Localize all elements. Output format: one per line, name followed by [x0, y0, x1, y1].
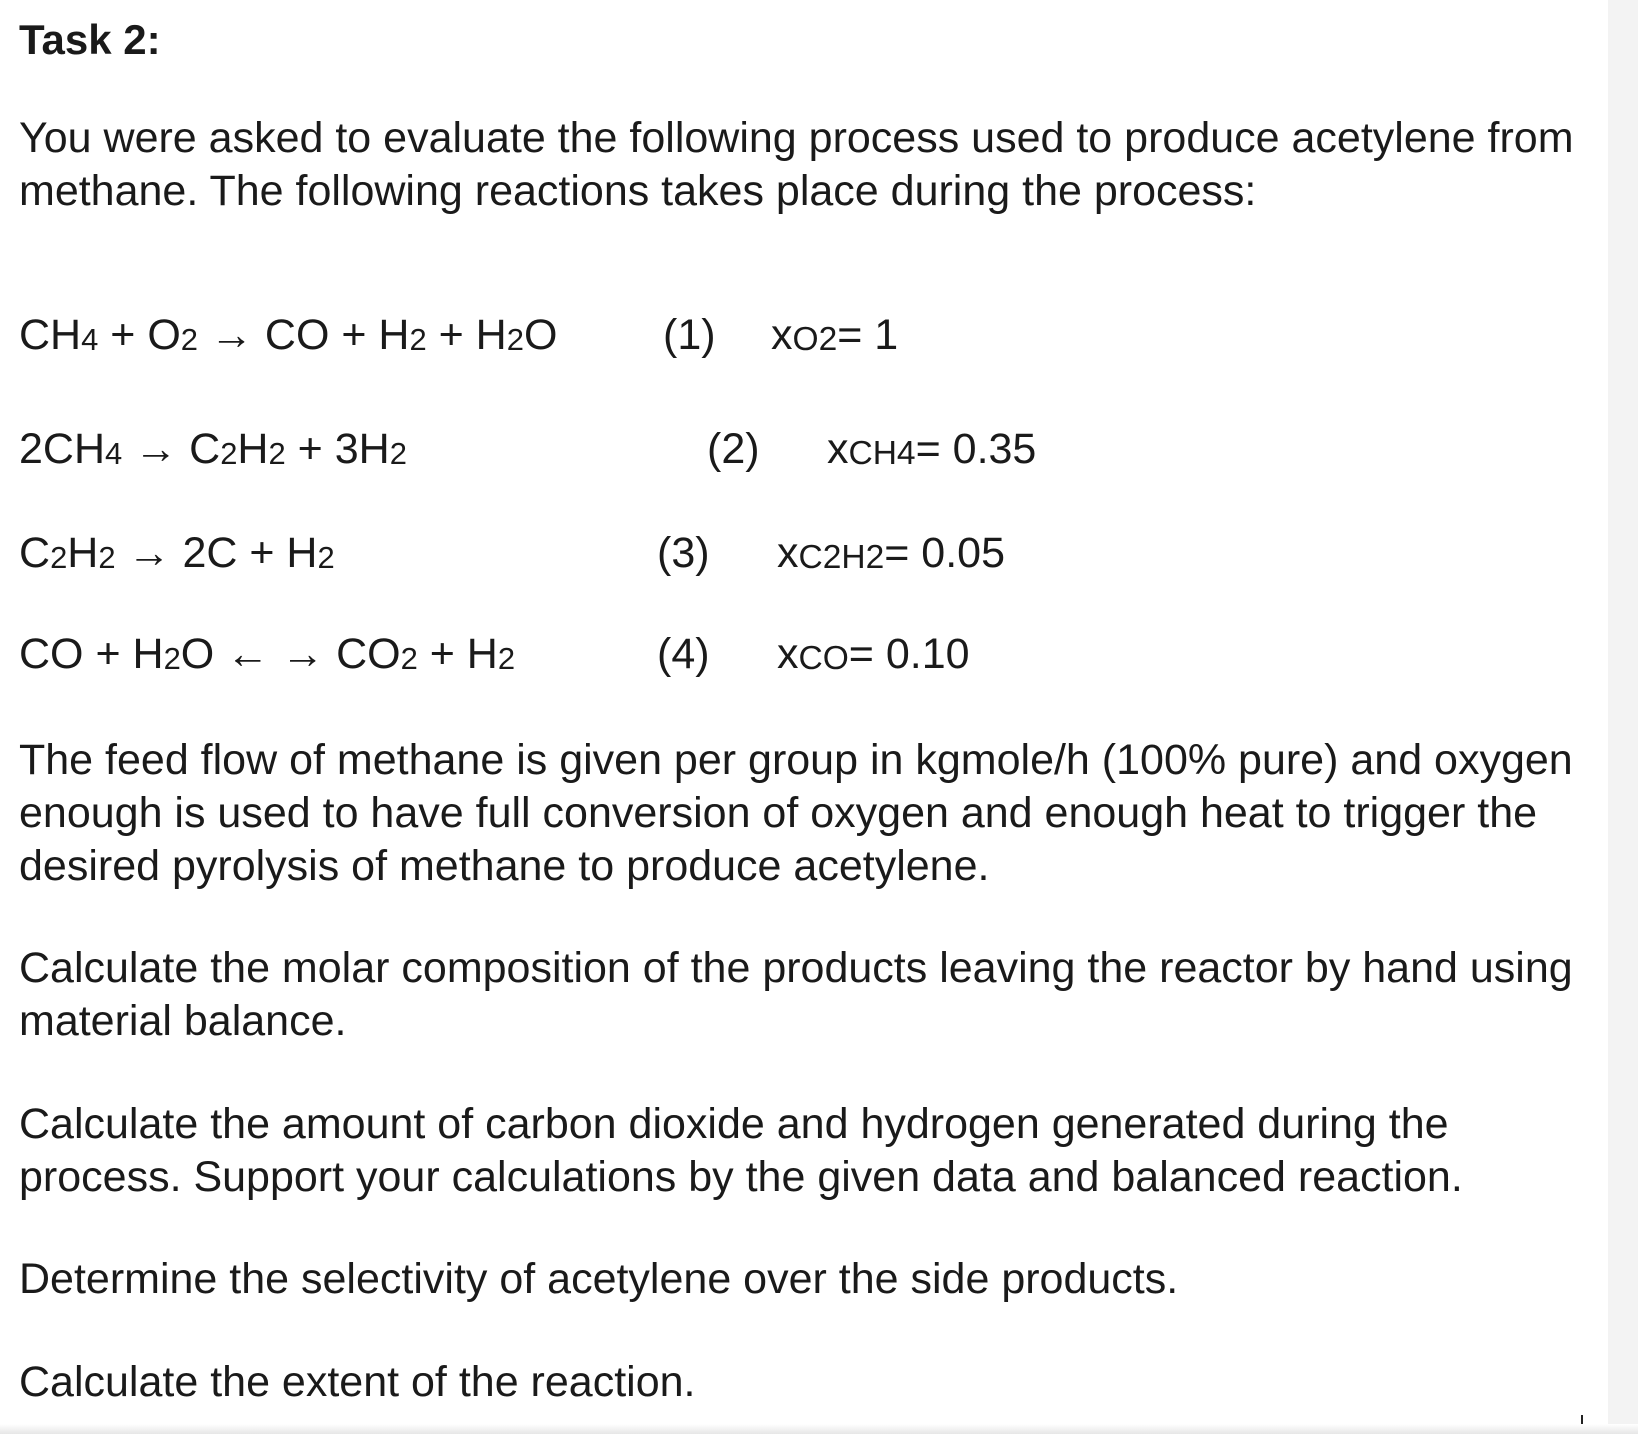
- question-4: Calculate the extent of the reaction.: [19, 1358, 696, 1406]
- reaction-3-number: (3): [657, 529, 710, 577]
- reaction-1-conversion: xO2= 1: [771, 311, 899, 359]
- reaction-4-equation: CO + H2O ← → CO2 + H2: [19, 630, 516, 678]
- reaction-1-equation: CH4 + O2 → CO + H2 + H2O: [19, 311, 558, 359]
- reaction-4-number: (4): [657, 630, 710, 678]
- intro-paragraph: You were asked to evaluate the following process used to produce acetylene from methane. The following reactions takes place during the process:: [19, 114, 1574, 215]
- reaction-3-conversion: xC2H2= 0.05: [777, 529, 1005, 577]
- question-3: Determine the selectivity of acetylene over the side products.: [19, 1255, 1179, 1303]
- scrollbar-track[interactable]: [1608, 0, 1638, 1434]
- bottom-edge: [0, 1424, 1638, 1434]
- reaction-4-conversion: xCO= 0.10: [777, 630, 970, 678]
- reaction-2-number: (2): [707, 425, 760, 473]
- reaction-2-equation: 2CH4 → C2H2 + 3H2: [19, 425, 407, 473]
- reaction-1-number: (1): [663, 311, 716, 359]
- reaction-3-equation: C2H2 → 2C + H2: [19, 529, 335, 577]
- task-title: Task 2:: [19, 16, 161, 63]
- question-1: Calculate the molar composition of the products leaving the reactor by hand using material balance.: [19, 944, 1573, 1045]
- reaction-2-conversion: xCH4= 0.35: [827, 425, 1037, 473]
- feed-paragraph: The feed flow of methane is given per group in kgmole/h (100% pure) and oxygen enough is used to have full conversion of oxygen and enough heat to trigger the desired pyrolysis of methane to produce acetylene.: [19, 736, 1573, 890]
- question-2: Calculate the amount of carbon dioxide and hydrogen generated during the process. Support your calculations by the given data and balanced reaction.: [19, 1100, 1463, 1201]
